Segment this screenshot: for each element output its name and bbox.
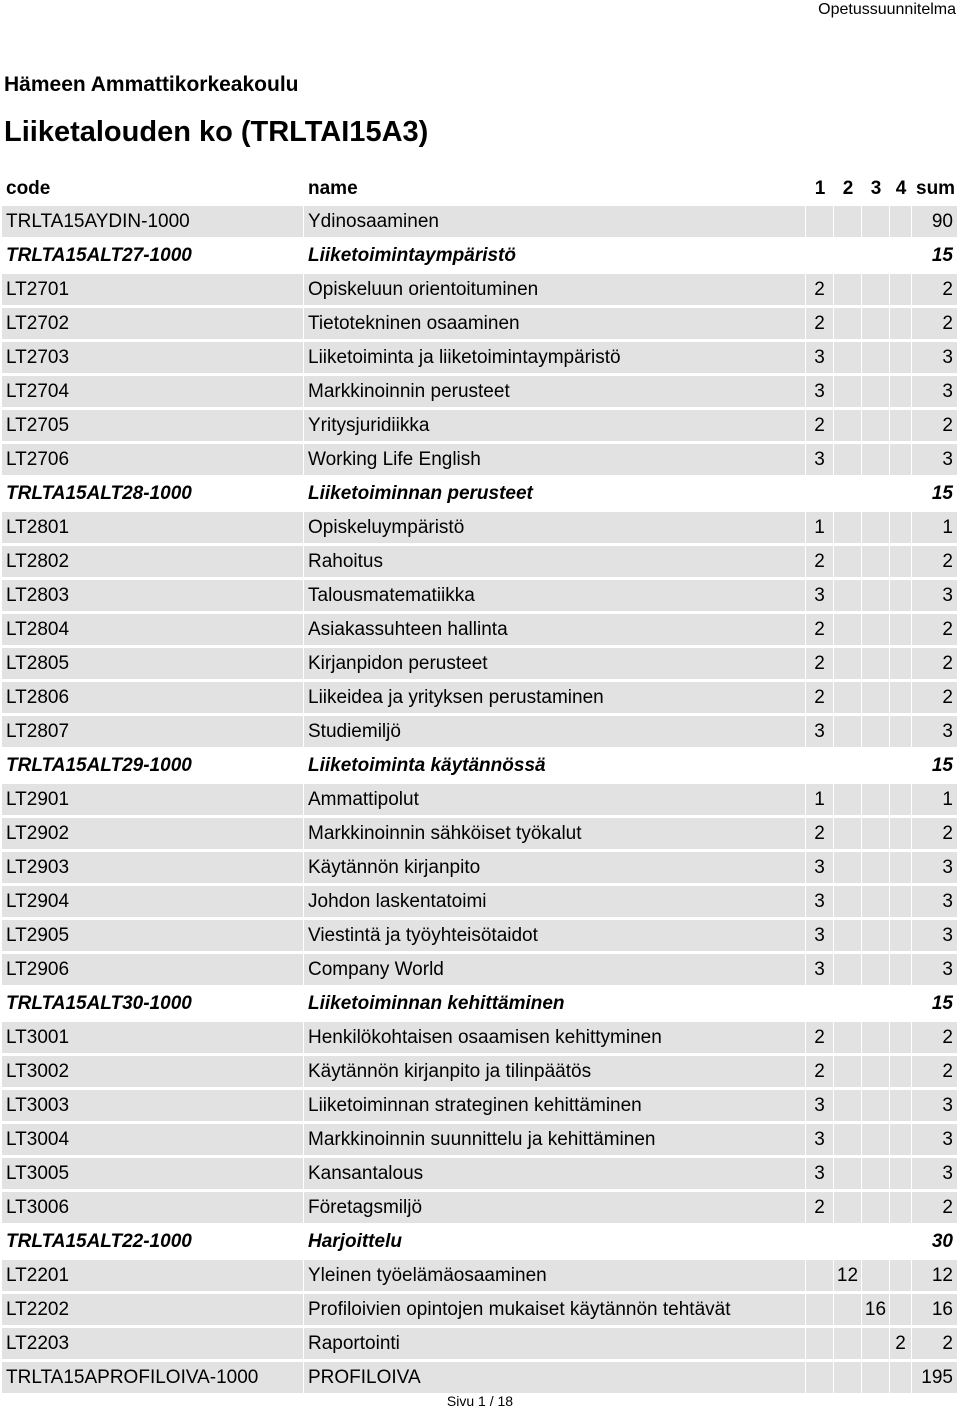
cell-year-1: 2 <box>806 682 834 713</box>
course-row <box>2 648 958 679</box>
cell-name: Yleinen työelämäosaaminen <box>304 1260 806 1291</box>
cell-name: Företagsmiljö <box>304 1192 806 1223</box>
cell-year-4 <box>890 546 912 577</box>
cell-year-2 <box>834 274 862 305</box>
cell-name: Käytännön kirjanpito ja tilinpäätös <box>304 1056 806 1087</box>
cell-sum: 2 <box>912 274 958 305</box>
cell-name: Opiskeluun orientoituminen <box>304 274 806 305</box>
cell-code: LT2804 <box>2 614 304 645</box>
module-row <box>2 988 958 1019</box>
cell-sum: 2 <box>912 1192 958 1223</box>
cell-year-3 <box>862 1260 890 1291</box>
cell-year-1: 2 <box>806 308 834 339</box>
cell-sum: 2 <box>912 648 958 679</box>
course-row <box>2 1294 958 1325</box>
cell-code: LT2701 <box>2 274 304 305</box>
cell-year-3 <box>862 376 890 407</box>
course-row <box>2 1090 958 1121</box>
cell-sum: 90 <box>912 206 958 237</box>
cell-name: Liiketoiminta ja liiketoimintaympäristö <box>304 342 806 373</box>
cell-year-1: 2 <box>806 648 834 679</box>
column-header-year-2: 2 <box>842 178 854 199</box>
cell-code: LT2807 <box>2 716 304 747</box>
cell-year-2 <box>834 1328 862 1359</box>
cell-name: Rahoitus <box>304 546 806 577</box>
cell-year-1: 3 <box>806 954 834 985</box>
course-row <box>2 580 958 611</box>
cell-year-1: 2 <box>806 1022 834 1053</box>
cell-year-4 <box>890 614 912 645</box>
cell-year-2 <box>834 1158 862 1189</box>
cell-code: LT2803 <box>2 580 304 611</box>
cell-year-3 <box>862 614 890 645</box>
cell-year-4 <box>890 376 912 407</box>
cell-year-2 <box>834 886 862 917</box>
course-row <box>2 682 958 713</box>
cell-name: PROFILOIVA <box>304 1362 806 1393</box>
cell-code: LT2902 <box>2 818 304 849</box>
cell-year-3 <box>862 886 890 917</box>
cell-year-1: 3 <box>806 716 834 747</box>
column-header-year-4: 4 <box>895 178 907 199</box>
cell-sum: 16 <box>912 1294 958 1325</box>
cell-year-2 <box>834 1226 862 1257</box>
module-row <box>2 1226 958 1257</box>
cell-code: LT2704 <box>2 376 304 407</box>
cell-sum: 3 <box>912 886 958 917</box>
cell-sum: 3 <box>912 716 958 747</box>
cell-name: Viestintä ja työyhteisötaidot <box>304 920 806 951</box>
cell-year-4 <box>890 852 912 883</box>
total-row <box>2 1362 958 1393</box>
cell-year-1: 1 <box>806 784 834 815</box>
cell-year-1 <box>806 988 834 1019</box>
cell-code: LT2202 <box>2 1294 304 1325</box>
course-row <box>2 716 958 747</box>
cell-name: Liikeidea ja yrityksen perustaminen <box>304 682 806 713</box>
cell-name: Kirjanpidon perusteet <box>304 648 806 679</box>
cell-year-1: 2 <box>806 614 834 645</box>
cell-year-4 <box>890 648 912 679</box>
cell-sum: 2 <box>912 818 958 849</box>
cell-year-2 <box>834 444 862 475</box>
cell-year-1: 2 <box>806 1056 834 1087</box>
cell-year-3 <box>862 1226 890 1257</box>
cell-sum: 3 <box>912 580 958 611</box>
cell-year-2 <box>834 308 862 339</box>
cell-year-3 <box>862 342 890 373</box>
cell-year-2 <box>834 206 862 237</box>
cell-name: Tietotekninen osaaminen <box>304 308 806 339</box>
cell-year-4 <box>890 206 912 237</box>
cell-name: Johdon laskentatoimi <box>304 886 806 917</box>
course-row <box>2 1192 958 1223</box>
course-row <box>2 376 958 407</box>
cell-year-4 <box>890 1158 912 1189</box>
cell-year-2 <box>834 1362 862 1393</box>
cell-year-1: 1 <box>806 512 834 543</box>
cell-name: Liiketoiminta käytännössä <box>304 750 806 781</box>
cell-code: TRLTA15ALT22-1000 <box>2 1226 304 1257</box>
cell-code: LT3002 <box>2 1056 304 1087</box>
course-row <box>2 852 958 883</box>
cell-code: LT2706 <box>2 444 304 475</box>
cell-year-2 <box>834 478 862 509</box>
cell-code: TRLTA15ALT27-1000 <box>2 240 304 271</box>
course-row <box>2 512 958 543</box>
cell-year-3 <box>862 274 890 305</box>
cell-year-4 <box>890 274 912 305</box>
cell-year-3 <box>862 580 890 611</box>
cell-year-2 <box>834 240 862 271</box>
cell-sum: 2 <box>912 410 958 441</box>
cell-name: Raportointi <box>304 1328 806 1359</box>
cell-year-4 <box>890 716 912 747</box>
cell-year-4 <box>890 784 912 815</box>
cell-year-3 <box>862 1056 890 1087</box>
cell-year-2 <box>834 1090 862 1121</box>
cell-year-2 <box>834 784 862 815</box>
course-row <box>2 410 958 441</box>
cell-name: Markkinoinnin suunnittelu ja kehittäminen <box>304 1124 806 1155</box>
cell-code: LT3001 <box>2 1022 304 1053</box>
cell-sum: 3 <box>912 1124 958 1155</box>
cell-year-2 <box>834 750 862 781</box>
cell-name: Henkilökohtaisen osaamisen kehittyminen <box>304 1022 806 1053</box>
cell-sum: 15 <box>912 478 958 509</box>
cell-year-1: 2 <box>806 818 834 849</box>
cell-sum: 3 <box>912 954 958 985</box>
cell-sum: 15 <box>912 240 958 271</box>
cell-year-2 <box>834 580 862 611</box>
cell-year-3 <box>862 1124 890 1155</box>
cell-code: LT2705 <box>2 410 304 441</box>
cell-sum: 2 <box>912 1328 958 1359</box>
cell-name: Studiemiljö <box>304 716 806 747</box>
cell-sum: 3 <box>912 1090 958 1121</box>
table-body <box>2 206 958 1393</box>
cell-year-4 <box>890 1294 912 1325</box>
cell-code: LT3006 <box>2 1192 304 1223</box>
cell-year-3 <box>862 682 890 713</box>
cell-name: Talousmatematiikka <box>304 580 806 611</box>
cell-sum: 3 <box>912 376 958 407</box>
cell-code: TRLTA15AYDIN-1000 <box>2 206 304 237</box>
table-header-row <box>2 175 958 203</box>
column-header-name: name <box>308 178 358 199</box>
cell-sum: 3 <box>912 444 958 475</box>
course-row <box>2 1056 958 1087</box>
course-row <box>2 886 958 917</box>
document-header: Opetussuunnitelma <box>818 1 956 18</box>
course-row <box>2 308 958 339</box>
cell-year-1 <box>806 206 834 237</box>
cell-year-3 <box>862 1090 890 1121</box>
course-row <box>2 444 958 475</box>
cell-year-2 <box>834 1056 862 1087</box>
cell-year-1 <box>806 750 834 781</box>
cell-sum: 2 <box>912 308 958 339</box>
course-row <box>2 954 958 985</box>
cell-year-1: 3 <box>806 920 834 951</box>
cell-year-4 <box>890 988 912 1019</box>
cell-year-4 <box>890 954 912 985</box>
cell-year-1: 2 <box>806 1192 834 1223</box>
cell-code: LT2703 <box>2 342 304 373</box>
cell-year-1: 3 <box>806 342 834 373</box>
cell-year-4 <box>890 512 912 543</box>
cell-year-4 <box>890 444 912 475</box>
cell-sum: 2 <box>912 1056 958 1087</box>
cell-code: LT2905 <box>2 920 304 951</box>
cell-name: Liiketoimintaympäristö <box>304 240 806 271</box>
cell-year-1 <box>806 1362 834 1393</box>
cell-name: Profiloivien opintojen mukaiset käytännön tehtävät <box>304 1294 806 1325</box>
cell-year-3 <box>862 1362 890 1393</box>
cell-name: Markkinoinnin perusteet <box>304 376 806 407</box>
module-row <box>2 750 958 781</box>
cell-year-3 <box>862 954 890 985</box>
cell-year-4 <box>890 1226 912 1257</box>
course-row <box>2 920 958 951</box>
cell-year-4 <box>890 1124 912 1155</box>
cell-name: Liiketoiminnan strateginen kehittäminen <box>304 1090 806 1121</box>
cell-year-2 <box>834 1294 862 1325</box>
cell-year-1: 2 <box>806 274 834 305</box>
cell-sum: 3 <box>912 920 958 951</box>
cell-sum: 2 <box>912 682 958 713</box>
page-number: Sivu 1 / 18 <box>446 1393 514 1409</box>
cell-year-1: 3 <box>806 444 834 475</box>
cell-year-2 <box>834 1124 862 1155</box>
cell-year-3: 16 <box>862 1294 890 1325</box>
cell-code: LT3005 <box>2 1158 304 1189</box>
cell-code: LT2201 <box>2 1260 304 1291</box>
cell-year-1 <box>806 478 834 509</box>
cell-year-2 <box>834 954 862 985</box>
cell-year-4 <box>890 478 912 509</box>
cell-year-1 <box>806 1226 834 1257</box>
organization-name: Hämeen Ammattikorkeakoulu <box>4 73 299 96</box>
cell-year-2 <box>834 818 862 849</box>
cell-sum: 2 <box>912 614 958 645</box>
cell-year-4 <box>890 818 912 849</box>
cell-code: LT2801 <box>2 512 304 543</box>
cell-year-1: 3 <box>806 1158 834 1189</box>
cell-year-1: 3 <box>806 1090 834 1121</box>
program-title: Liiketalouden ko (TRLTAI15A3) <box>4 116 429 148</box>
cell-year-4 <box>890 886 912 917</box>
cell-year-2 <box>834 376 862 407</box>
cell-year-2 <box>834 988 862 1019</box>
cell-code: TRLTA15APROFILOIVA-1000 <box>2 1362 304 1393</box>
cell-sum: 12 <box>912 1260 958 1291</box>
cell-code: LT2906 <box>2 954 304 985</box>
cell-year-1: 3 <box>806 886 834 917</box>
cell-year-3 <box>862 648 890 679</box>
cell-sum: 2 <box>912 546 958 577</box>
cell-name: Working Life English <box>304 444 806 475</box>
cell-name: Liiketoiminnan perusteet <box>304 478 806 509</box>
cell-sum: 2 <box>912 1022 958 1053</box>
cell-year-1: 3 <box>806 1124 834 1155</box>
course-row <box>2 546 958 577</box>
cell-year-4 <box>890 920 912 951</box>
cell-sum: 30 <box>912 1226 958 1257</box>
course-row <box>2 1022 958 1053</box>
cell-year-3 <box>862 308 890 339</box>
course-row <box>2 614 958 645</box>
cell-name: Käytännön kirjanpito <box>304 852 806 883</box>
cell-year-2 <box>834 648 862 679</box>
column-header-year-3: 3 <box>870 178 882 199</box>
cell-year-4 <box>890 410 912 441</box>
cell-code: LT2806 <box>2 682 304 713</box>
cell-code: LT2903 <box>2 852 304 883</box>
cell-sum: 3 <box>912 1158 958 1189</box>
cell-year-3 <box>862 444 890 475</box>
cell-year-1: 2 <box>806 546 834 577</box>
cell-code: LT2904 <box>2 886 304 917</box>
cell-year-4 <box>890 750 912 781</box>
cell-code: LT3003 <box>2 1090 304 1121</box>
cell-year-1: 3 <box>806 852 834 883</box>
cell-name: Ammattipolut <box>304 784 806 815</box>
cell-year-3 <box>862 920 890 951</box>
cell-year-4 <box>890 308 912 339</box>
cell-year-3 <box>862 240 890 271</box>
cell-year-3 <box>862 206 890 237</box>
cell-year-4 <box>890 1056 912 1087</box>
cell-name: Liiketoiminnan kehittäminen <box>304 988 806 1019</box>
cell-year-3 <box>862 512 890 543</box>
course-row <box>2 784 958 815</box>
cell-sum: 1 <box>912 512 958 543</box>
column-header-sum: sum <box>916 178 956 199</box>
cell-year-3 <box>862 1158 890 1189</box>
cell-year-4 <box>890 1022 912 1053</box>
cell-year-2 <box>834 410 862 441</box>
cell-code: TRLTA15ALT28-1000 <box>2 478 304 509</box>
cell-name: Company World <box>304 954 806 985</box>
cell-code: LT2802 <box>2 546 304 577</box>
cell-code: LT2805 <box>2 648 304 679</box>
course-row <box>2 1328 958 1359</box>
curriculum-table <box>2 172 958 1396</box>
module-row <box>2 240 958 271</box>
cell-year-4 <box>890 1090 912 1121</box>
cell-sum: 1 <box>912 784 958 815</box>
cell-year-4 <box>890 1362 912 1393</box>
cell-year-3 <box>862 750 890 781</box>
cell-code: TRLTA15ALT30-1000 <box>2 988 304 1019</box>
cell-year-1 <box>806 240 834 271</box>
cell-year-2 <box>834 716 862 747</box>
cell-year-4 <box>890 1192 912 1223</box>
cell-name: Ydinosaaminen <box>304 206 806 237</box>
cell-code: TRLTA15ALT29-1000 <box>2 750 304 781</box>
cell-year-1: 2 <box>806 410 834 441</box>
cell-sum: 15 <box>912 750 958 781</box>
cell-year-3 <box>862 410 890 441</box>
cell-name: Harjoittelu <box>304 1226 806 1257</box>
total-row <box>2 206 958 237</box>
cell-year-3 <box>862 784 890 815</box>
cell-year-2 <box>834 852 862 883</box>
cell-year-2 <box>834 1192 862 1223</box>
cell-year-1: 3 <box>806 580 834 611</box>
cell-year-3 <box>862 1022 890 1053</box>
cell-year-4 <box>890 682 912 713</box>
column-header-year-1: 1 <box>814 178 826 199</box>
course-row <box>2 1124 958 1155</box>
cell-sum: 3 <box>912 852 958 883</box>
cell-year-1 <box>806 1260 834 1291</box>
cell-year-2 <box>834 682 862 713</box>
cell-year-3 <box>862 546 890 577</box>
cell-year-2 <box>834 512 862 543</box>
cell-year-3 <box>862 716 890 747</box>
cell-year-4 <box>890 580 912 611</box>
column-header-code: code <box>6 178 51 199</box>
cell-year-2 <box>834 614 862 645</box>
cell-name: Markkinoinnin sähköiset työkalut <box>304 818 806 849</box>
course-row <box>2 274 958 305</box>
course-row <box>2 1260 958 1291</box>
cell-year-3 <box>862 852 890 883</box>
course-row <box>2 342 958 373</box>
cell-year-2 <box>834 920 862 951</box>
cell-sum: 195 <box>912 1362 958 1393</box>
cell-year-4 <box>890 240 912 271</box>
cell-name: Yritysjuridiikka <box>304 410 806 441</box>
course-row <box>2 1158 958 1189</box>
cell-year-3 <box>862 1192 890 1223</box>
cell-year-1: 3 <box>806 376 834 407</box>
cell-year-2 <box>834 546 862 577</box>
cell-code: LT2203 <box>2 1328 304 1359</box>
cell-year-3 <box>862 818 890 849</box>
cell-name: Kansantalous <box>304 1158 806 1189</box>
cell-year-4 <box>890 1260 912 1291</box>
cell-year-4 <box>890 342 912 373</box>
cell-code: LT2901 <box>2 784 304 815</box>
cell-year-2: 12 <box>834 1260 862 1291</box>
course-row <box>2 818 958 849</box>
cell-year-3 <box>862 988 890 1019</box>
cell-year-2 <box>834 342 862 373</box>
cell-code: LT2702 <box>2 308 304 339</box>
cell-name: Asiakassuhteen hallinta <box>304 614 806 645</box>
cell-year-1 <box>806 1328 834 1359</box>
cell-sum: 15 <box>912 988 958 1019</box>
cell-year-3 <box>862 478 890 509</box>
cell-year-2 <box>834 1022 862 1053</box>
cell-code: LT3004 <box>2 1124 304 1155</box>
cell-year-3 <box>862 1328 890 1359</box>
cell-year-1 <box>806 1294 834 1325</box>
cell-year-4: 2 <box>890 1328 912 1359</box>
cell-sum: 3 <box>912 342 958 373</box>
cell-name: Opiskeluympäristö <box>304 512 806 543</box>
module-row <box>2 478 958 509</box>
